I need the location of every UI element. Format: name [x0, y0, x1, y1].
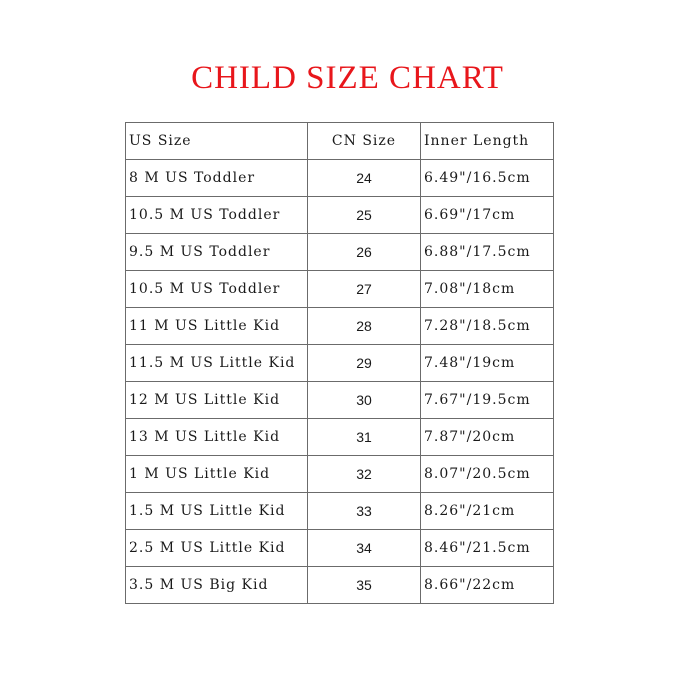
us-size-cell: 8 M US Toddler — [126, 160, 308, 197]
us-size-cell: 10.5 M US Toddler — [126, 197, 308, 234]
cn-size-cell: 29 — [308, 345, 421, 382]
header-us-size: US Size — [126, 123, 308, 160]
table-row — [126, 160, 554, 197]
header-inner-length: Inner Length — [421, 123, 554, 160]
cn-size-cell: 34 — [308, 530, 421, 567]
cn-size-cell: 25 — [308, 197, 421, 234]
table-row — [126, 271, 554, 308]
header-cn-size: CN Size — [308, 123, 421, 160]
inner-length-cell: 7.08"/18cm — [421, 271, 554, 308]
table-row — [126, 456, 554, 493]
cn-size-cell: 31 — [308, 419, 421, 456]
inner-length-cell: 6.88"/17.5cm — [421, 234, 554, 271]
us-size-cell: 1 M US Little Kid — [126, 456, 308, 493]
table-row — [126, 382, 554, 419]
table-row — [126, 308, 554, 345]
table-row — [126, 493, 554, 530]
us-size-cell: 3.5 M US Big Kid — [126, 567, 308, 604]
us-size-cell: 12 M US Little Kid — [126, 382, 308, 419]
inner-length-cell: 7.28"/18.5cm — [421, 308, 554, 345]
inner-length-cell: 6.69"/17cm — [421, 197, 554, 234]
cn-size-cell: 24 — [308, 160, 421, 197]
page-title: CHILD SIZE CHART — [191, 60, 504, 96]
table-row — [126, 345, 554, 382]
table-row — [126, 530, 554, 567]
inner-length-cell: 8.07"/20.5cm — [421, 456, 554, 493]
table-header-row — [126, 123, 554, 160]
us-size-cell: 1.5 M US Little Kid — [126, 493, 308, 530]
table-row — [126, 567, 554, 604]
us-size-cell: 9.5 M US Toddler — [126, 234, 308, 271]
cn-size-cell: 26 — [308, 234, 421, 271]
inner-length-cell: 7.87"/20cm — [421, 419, 554, 456]
us-size-cell: 11.5 M US Little Kid — [126, 345, 308, 382]
inner-length-cell: 8.66"/22cm — [421, 567, 554, 604]
cn-size-cell: 30 — [308, 382, 421, 419]
us-size-cell: 13 M US Little Kid — [126, 419, 308, 456]
cn-size-cell: 32 — [308, 456, 421, 493]
inner-length-cell: 6.49"/16.5cm — [421, 160, 554, 197]
cn-size-cell: 27 — [308, 271, 421, 308]
table-row — [126, 197, 554, 234]
cn-size-cell: 33 — [308, 493, 421, 530]
size-chart-table — [125, 122, 554, 604]
us-size-cell: 2.5 M US Little Kid — [126, 530, 308, 567]
table-row — [126, 419, 554, 456]
cn-size-cell: 28 — [308, 308, 421, 345]
table-row — [126, 234, 554, 271]
us-size-cell: 11 M US Little Kid — [126, 308, 308, 345]
us-size-cell: 10.5 M US Toddler — [126, 271, 308, 308]
inner-length-cell: 8.46"/21.5cm — [421, 530, 554, 567]
inner-length-cell: 7.67"/19.5cm — [421, 382, 554, 419]
inner-length-cell: 8.26"/21cm — [421, 493, 554, 530]
cn-size-cell: 35 — [308, 567, 421, 604]
inner-length-cell: 7.48"/19cm — [421, 345, 554, 382]
